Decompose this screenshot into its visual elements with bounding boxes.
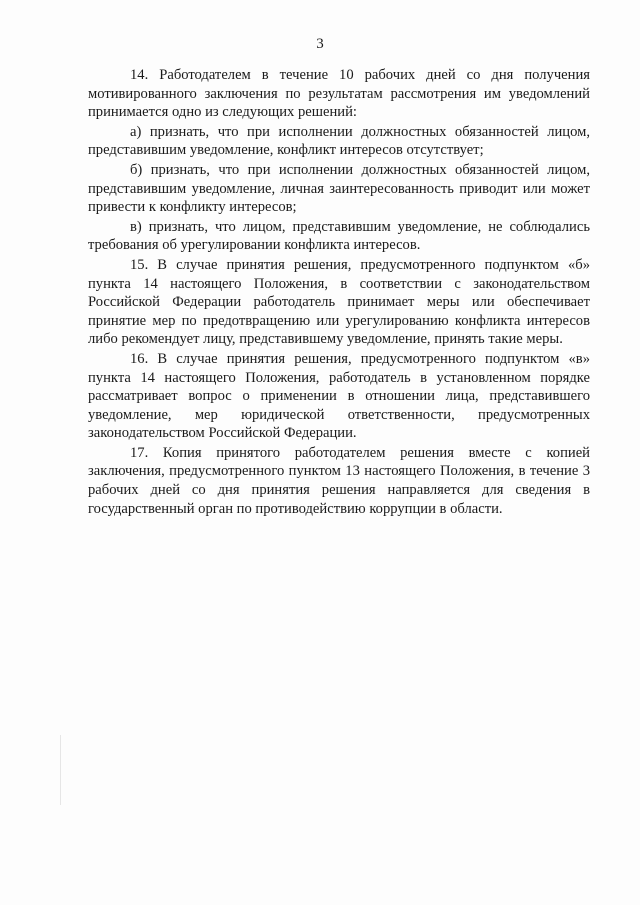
paragraph-17: 17. Копия принятого работодателем решения вместе с копией заключения, предусмотренного пунктом 13 настоящего Положения, в течение 3 рабочих дней со дня принятия решения направляется для сведения в государственный орган по противодействию коррупции в области. xyxy=(88,444,590,517)
paragraph-14-b: б) признать, что при исполнении должностных обязанностей лицом, представившим уведомление, личная заинтересованность приводит или может привести к конфликту интересов; xyxy=(88,161,590,216)
page-number: 3 xyxy=(316,36,324,52)
document-body xyxy=(88,66,590,519)
paragraph-14: 14. Работодателем в течение 10 рабочих дней со дня получения мотивированного заключения по результатам рассмотрения им уведомлений принимается одно из следующих решений: xyxy=(88,67,590,121)
scan-artifact-line xyxy=(60,735,61,805)
paragraph-14-c: в) признать, что лицом, представившим уведомление, не соблюдались требования об урегулировании конфликта интересов. xyxy=(88,218,590,254)
paragraph-15: 15. В случае принятия решения, предусмотренного подпунктом «б» пункта 14 настоящего Положения, в соответствии с законодательством Российской Федерации работодатель принимает меры или обеспечивает принятие мер по предотвращению или урегулированию конфликта интересов либо рекомендует лицу, представившему уведомление, принять такие меры. xyxy=(88,256,590,348)
paragraph-16: 16. В случае принятия решения, предусмотренного подпунктом «в» пункта 14 настоящего Положения, работодатель в установленном порядке рассматривает вопрос о применении в отношении лица, представившего уведомление, мер юридической ответственности, предусмотренных законодательством Российской Федерации. xyxy=(88,350,590,442)
paragraph-14-a: а) признать, что при исполнении должностных обязанностей лицом, представившим уведомление, конфликт интересов отсутствует; xyxy=(88,123,590,159)
